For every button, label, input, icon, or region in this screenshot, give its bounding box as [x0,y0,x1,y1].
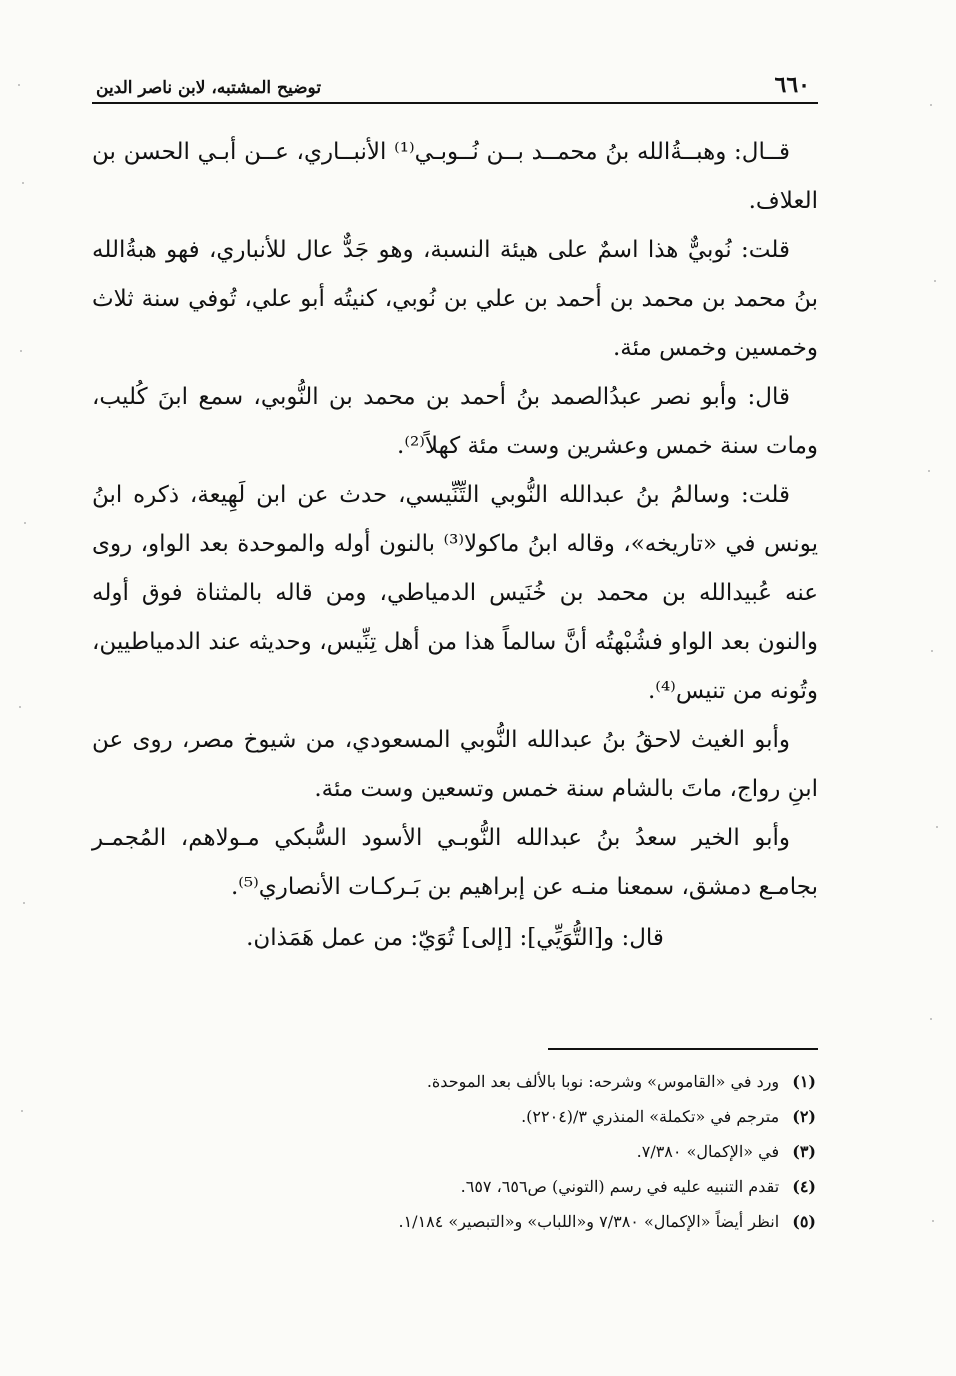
text-paragraph-4: قلت: وسالمُ بنُ عبدالله النُّوبي التِّنِّيسي، حدث عن ابن لَهِيعة، ذكره ابنُ يونس في «تاريخه»، وقاله ابنُ ماكولا⁽³⁾ بالنون أوله والموحدة بعد الواو، روى عنه عُبيدالله بن محمد بن خُنَيس الدمياطي، ومن قاله بالمثناة فوق أوله والنون بعد الواو فشُبْهتُه أنَّ سالماً هذا من أهل تِنِّيس، وحديثه عند الدمياطيين، وتُونه من تنيس⁽⁴⁾. [92,482,818,704]
footnote-5 [92,1204,818,1239]
text-paragraph-6: وأبو الخير سعدُ بنُ عبدالله النُّوبـي الأسود السُّبكي مـولاهم، المُجمـر بجامـع دمشق، سمعنا منـه عن إبراهيم بن بَـركـات الأنصاري⁽⁵⁾. [92,825,818,900]
main-text [92,128,818,963]
text-paragraph-2: قلت: نُوبيٌّ هذا اسمٌ على هيئة النسبة، وهو جَدٌّ عال للأنباري، فهو هبةُالله بنُ محمد بن محمد بن أحمد بن علي بن نُوبي، كنيتُه أبو علي، تُوفي سنة ثلاث وخمسين وخمس مئة. [92,237,818,361]
footnote-text: ورد في «القاموس» وشرحه: نوبا بالألف بعد الموحدة. [426,1072,780,1091]
footnote-2 [92,1099,818,1134]
footnote-text: انظر أيضاً «الإكمال» ٧/٣٨٠ و«اللباب» و«التبصير» ١/١٨٤. [398,1212,780,1231]
book-page [92,44,818,1304]
footnotes [92,1064,818,1239]
footnote-marker: (١) [792,1072,816,1091]
footnote-marker: (٣) [792,1142,816,1161]
text-paragraph-1: قــال: وهبــةُالله بنُ محمــد بــن نُــوبـي⁽¹⁾ الأنبــاري، عــن أبـي الحسن بن العلاف. [92,139,818,214]
footnote-3 [92,1134,818,1169]
footnote-divider [548,1048,818,1050]
footnote-marker: (٤) [792,1177,816,1196]
footnote-1 [92,1064,818,1099]
footnote-marker: (٥) [792,1212,816,1231]
footnote-text: مترجم في «تكملة» المنذري ٣/(٢٢٠٤). [521,1107,780,1126]
text-paragraph-5: وأبو الغيث لاحقُ بنُ عبدالله النُّوبي المسعودي، من شيوخ مصر، روى عن ابنِ رواج، ماتَ بالشام سنة خمس وتسعين وست مئة. [92,727,818,802]
page-header [92,64,818,104]
footnote-marker: (٢) [792,1107,816,1126]
footnote-text: في «الإكمال» ٧/٣٨٠. [636,1142,780,1161]
running-title: توضيح المشتبه، لابن ناصر الدين [96,78,322,98]
text-paragraph-3: قال: وأبو نصر عبدُالصمد بنُ أحمد بن محمد بن النُّوبي، سمع ابنَ كُليب، ومات سنة خمس وعشرين وست مئة كهلاً⁽²⁾. [92,384,818,459]
closing-line: قال: و[التُّوَيِّي]: [إلى] تُوَيّ: من عمل هَمَذان. [246,925,664,951]
page-number: ٦٦٠ [774,72,810,98]
footnote-4 [92,1169,818,1204]
footnote-text: تقدم التنبيه عليه في رسم (التوني) ص٦٥٦، ٦٥٧. [460,1177,780,1196]
